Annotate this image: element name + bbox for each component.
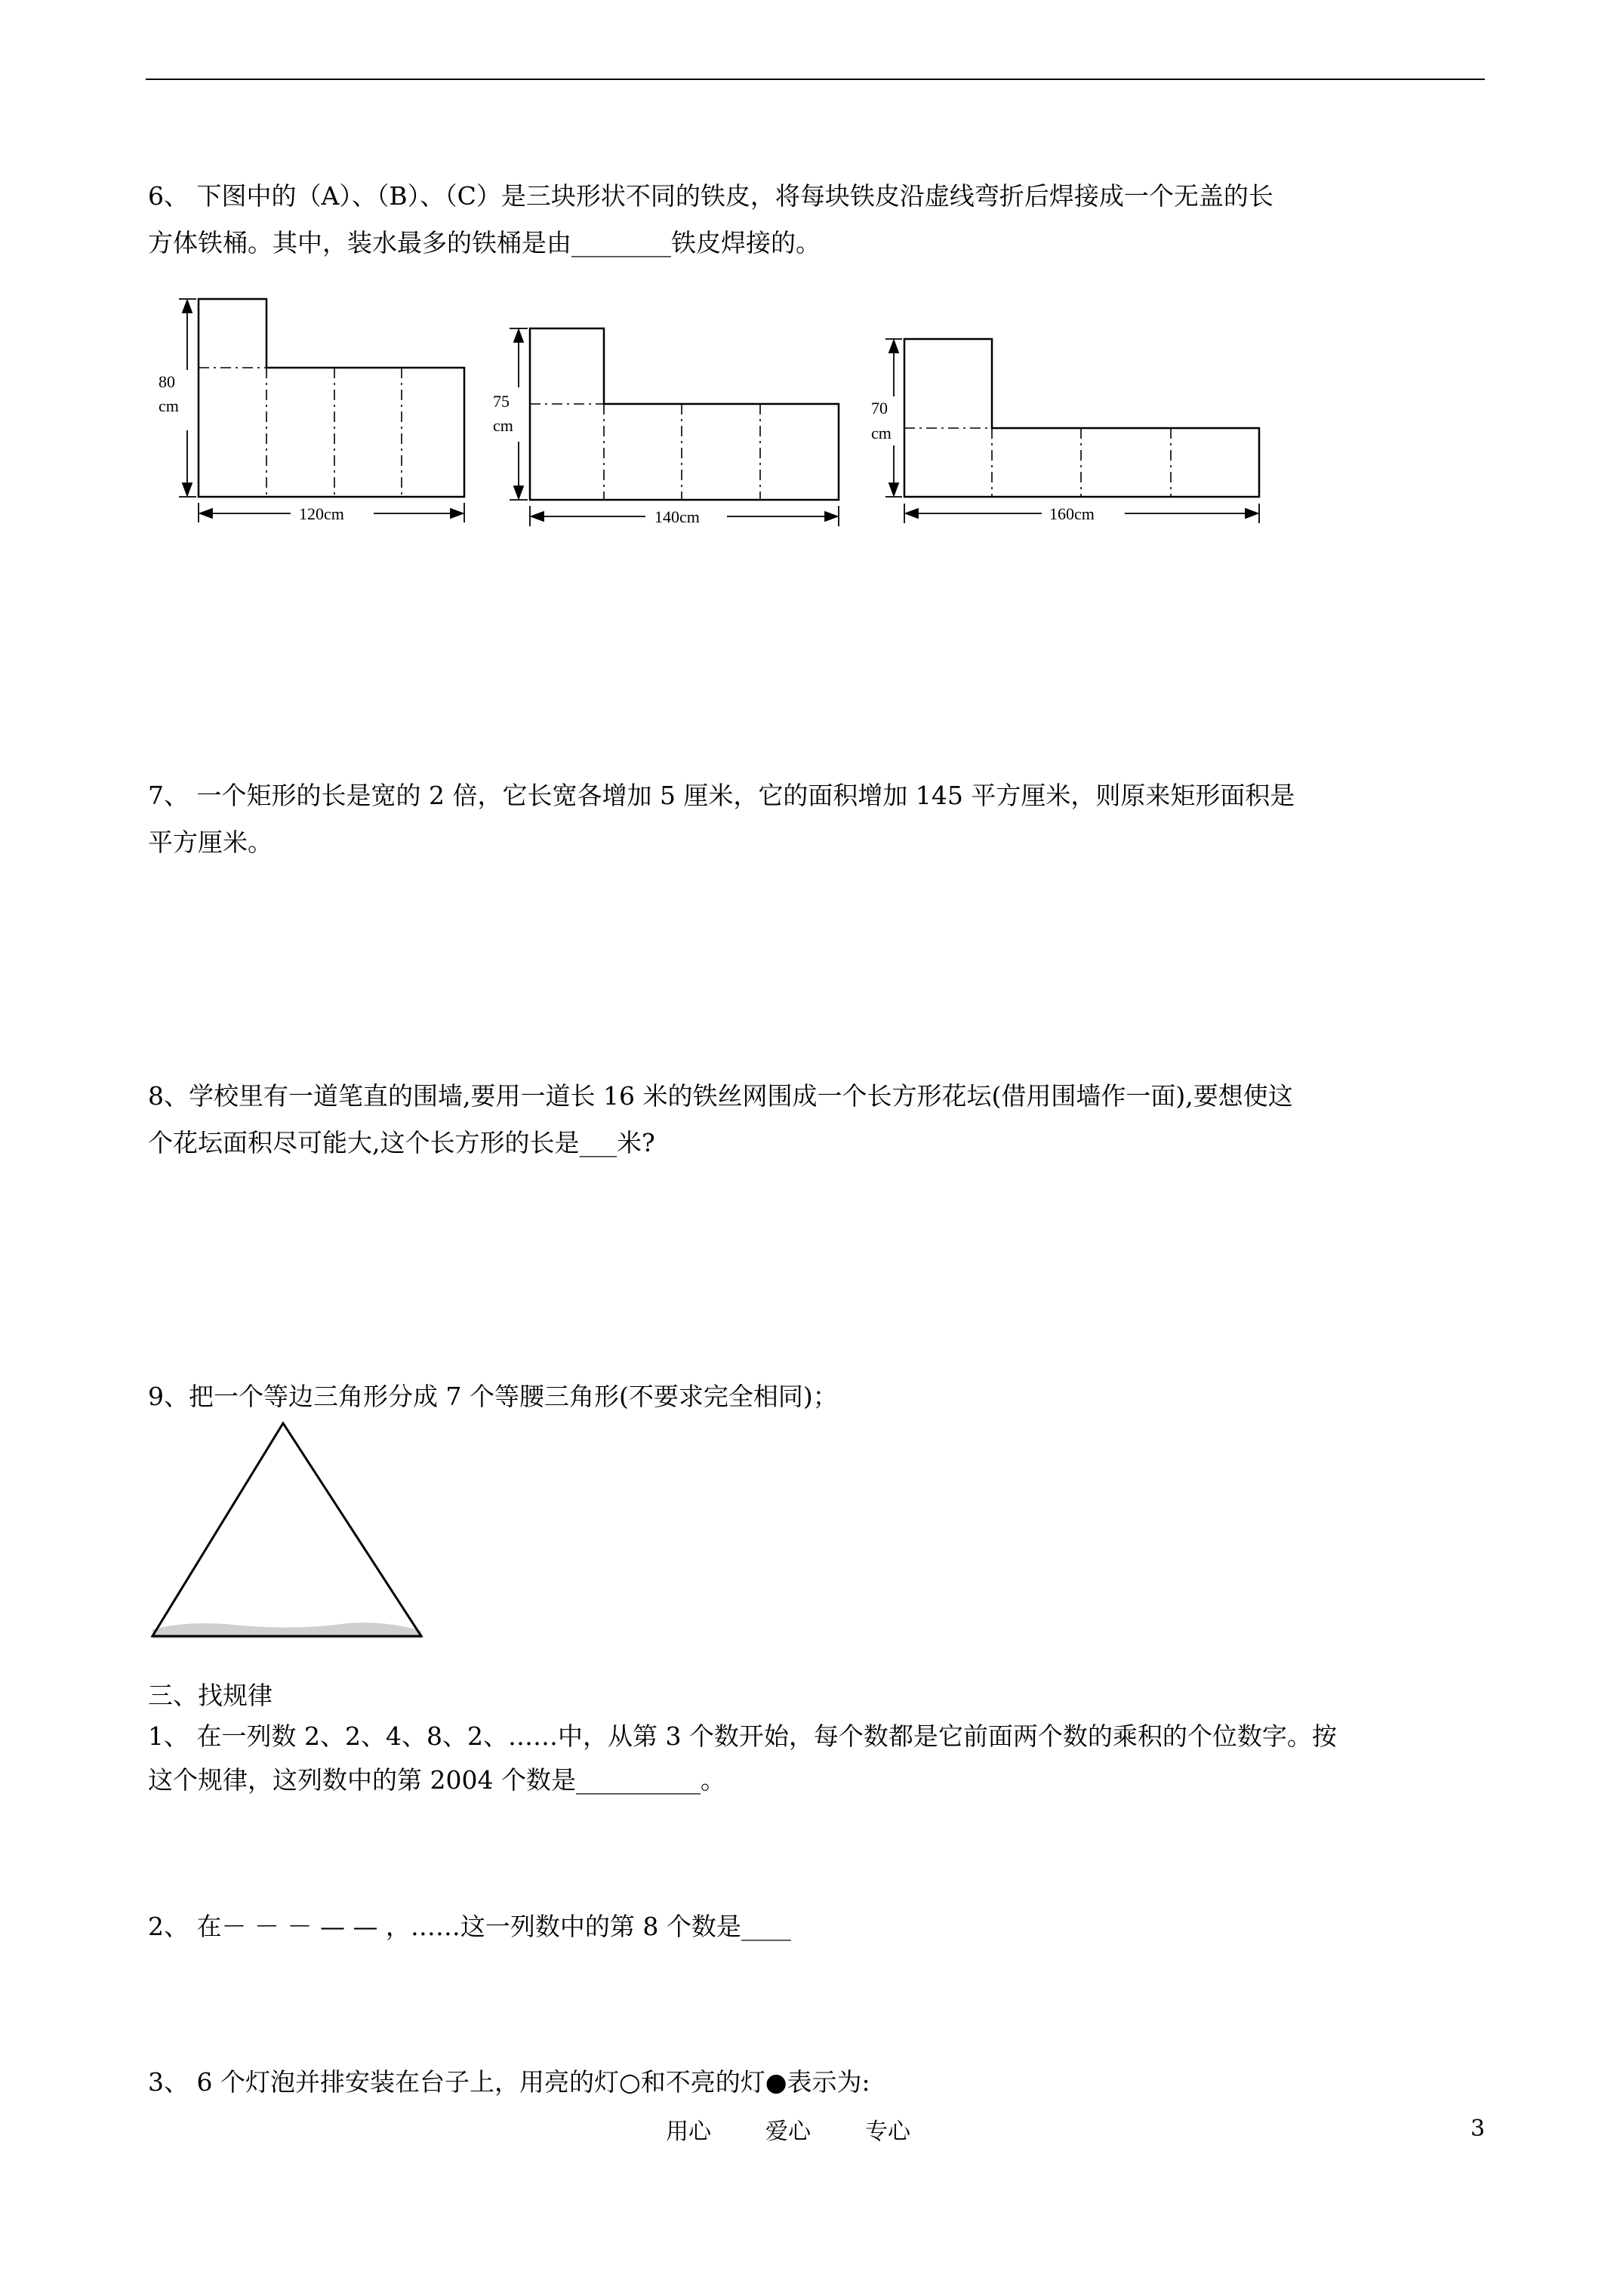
- figure-b-height-unit: cm: [493, 416, 513, 435]
- q6-figure-c: [861, 328, 1268, 547]
- q6-figure-b: [487, 321, 849, 540]
- q7-text-line1: 7、 一个矩形的长是宽的 2 倍，它长宽各增加 5 厘米，它的面积增加 145 平方厘米，则原来矩形面积是: [148, 781, 1295, 810]
- q9-text: 9、把一个等边三角形分成 7 个等腰三角形(不要求完全相同)；: [148, 1382, 838, 1411]
- figure-a-height-num: 80: [159, 372, 175, 391]
- figure-b-height-num: 75: [493, 392, 510, 411]
- figure-c-height-num: 70: [871, 399, 888, 418]
- q9-equilateral-triangle: [143, 1412, 430, 1661]
- q6-text-line2: 方体铁桶。其中，装水最多的铁桶是由________铁皮焊接的。: [148, 228, 821, 257]
- section3-title: 三、找规律: [148, 1681, 273, 1710]
- section3-problem1-line2: 这个规律，这列数中的第 2004 个数是__________。: [148, 1765, 725, 1795]
- figure-a-width-label: 120cm: [299, 504, 344, 523]
- q6-figure-a: [143, 287, 483, 536]
- q7-text-line2: 平方厘米。: [148, 827, 273, 857]
- q6-text-line1: 6、 下图中的（A）、（B）、（C）是三块形状不同的铁皮，将每块铁皮沿虚线弯折后焊接成一个无盖的长: [148, 181, 1273, 211]
- figure-c-height-unit: cm: [871, 424, 892, 442]
- figure-b-width-label: 140cm: [654, 507, 700, 526]
- footer-item-yongxin: 用心: [666, 2119, 711, 2145]
- footer-item-zhuanxin: 专心: [865, 2119, 910, 2145]
- figure-a-height-unit: cm: [159, 396, 179, 415]
- footer-item-aixin: 爱心: [765, 2119, 811, 2145]
- section3-problem3: 3、 6 个灯泡并排安装在台子上，用亮的灯○和不亮的灯●表示为:: [148, 2067, 870, 2097]
- section3-problem2: 2、 在－ － － — — ，……这一列数中的第 8 个数是____: [148, 1912, 791, 1941]
- figure-c-width-label: 160cm: [1049, 504, 1095, 523]
- header-rule: [146, 79, 1485, 80]
- q8-text-line1: 8、学校里有一道笔直的围墙,要用一道长 16 米的铁丝网围成一个长方形花坛(借用围墙作一面),要想使这: [148, 1081, 1293, 1111]
- q8-text-line2: 个花坛面积尽可能大,这个长方形的长是___米?: [148, 1128, 655, 1157]
- section3-problem1-line1: 1、 在一列数 2、2、4、8、2、……中，从第 3 个数开始，每个数都是它前面两个数的乘积的个位数字。按: [148, 1721, 1337, 1751]
- page-number: 3: [1471, 2116, 1486, 2142]
